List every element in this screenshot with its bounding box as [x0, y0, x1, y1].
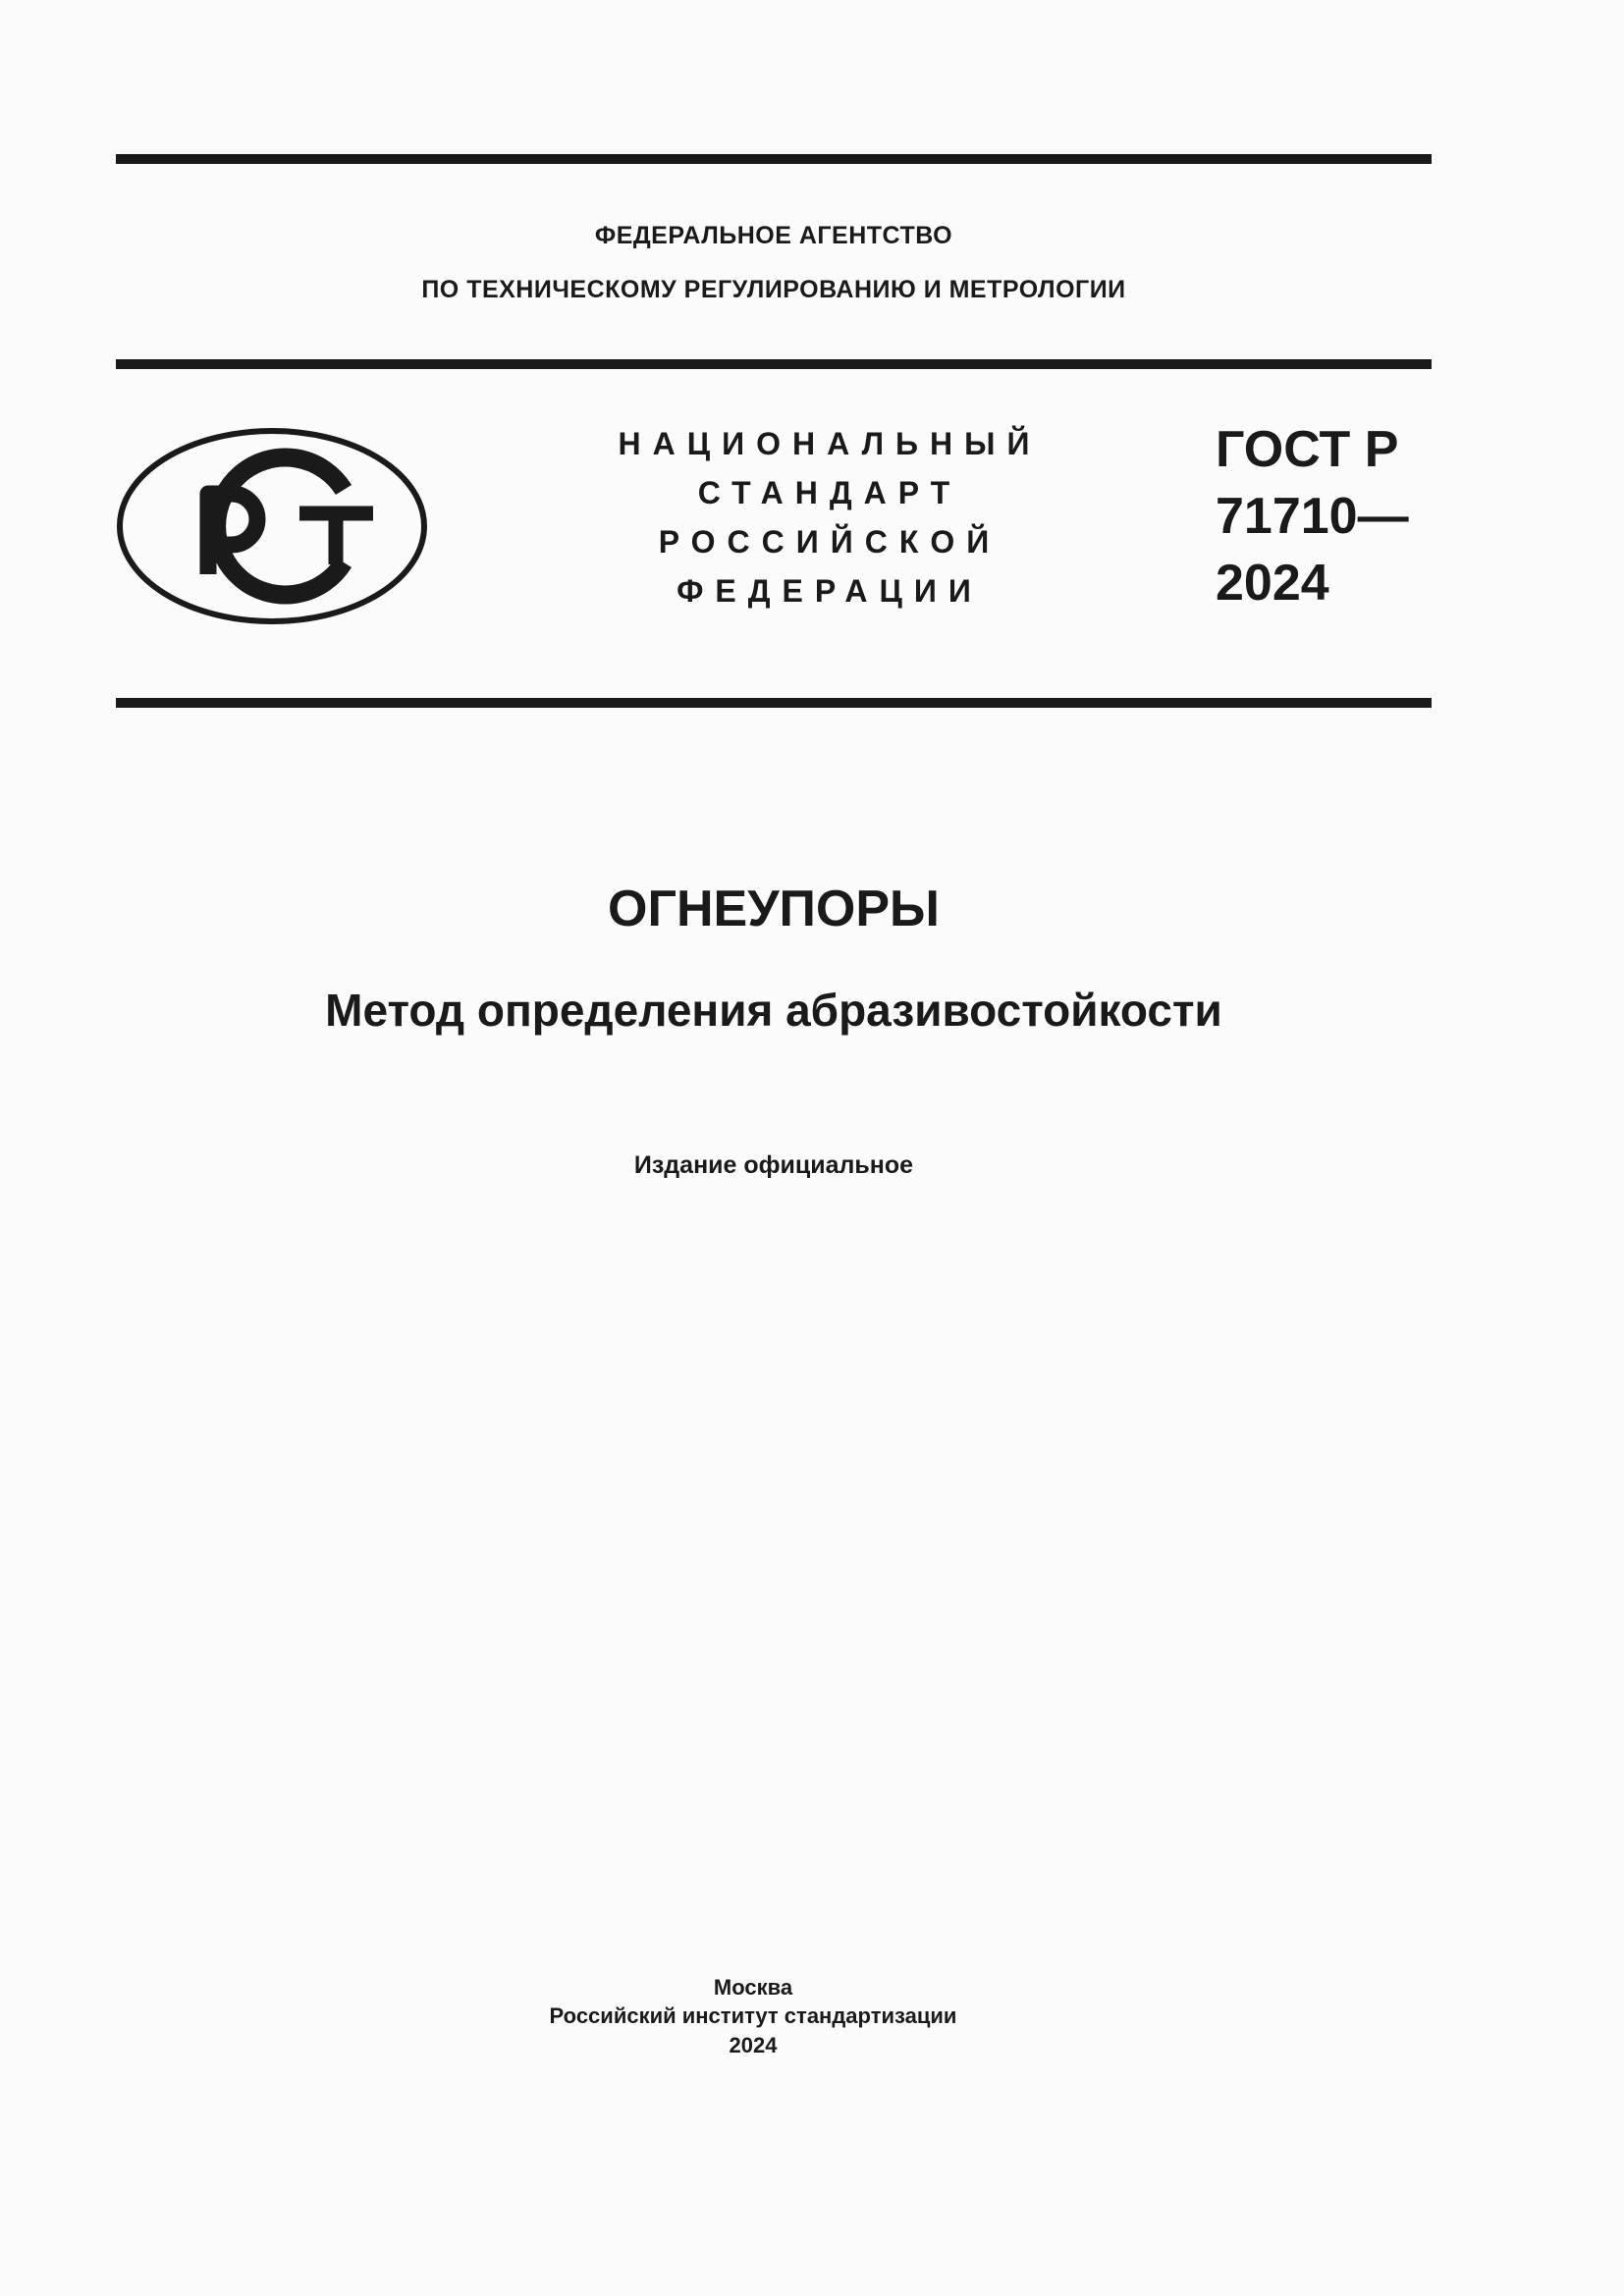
national-line-3: РОССИЙСКОЙ [658, 524, 1001, 560]
gost-designation-line-2: 71710— [1216, 488, 1409, 545]
national-line-2: СТАНДАРТ [697, 475, 962, 510]
footer-publisher: Российский институт стандартизации [549, 2003, 957, 2028]
agency-line-1: ФЕДЕРАЛЬНОЕ АГЕНТСТВО [594, 222, 953, 249]
gost-designation [1216, 416, 1409, 616]
footer-city: Москва [713, 1975, 793, 2000]
document-subtitle: Метод определения абразивостойкости [325, 985, 1222, 1036]
edition-note: Издание официальное [633, 1151, 914, 1179]
footer-year: 2024 [729, 2033, 778, 2057]
national-line-1: НАЦИОНАЛЬНЫЙ [618, 426, 1042, 461]
rst-certification-mark-icon [116, 427, 428, 625]
gost-designation-line-1: ГОСТ Р [1216, 421, 1399, 478]
gost-designation-line-3: 2024 [1216, 555, 1329, 612]
agency-line-2: ПО ТЕХНИЧЕСКОМУ РЕГУЛИРОВАНИЮ И МЕТРОЛОГИИ [421, 276, 1126, 303]
document-title: ОГНЕУПОРЫ [608, 881, 940, 937]
top-rule [116, 154, 1432, 164]
header-rule [116, 359, 1432, 369]
mid-rule [116, 698, 1432, 708]
national-line-4: ФЕДЕРАЦИИ [677, 573, 983, 609]
